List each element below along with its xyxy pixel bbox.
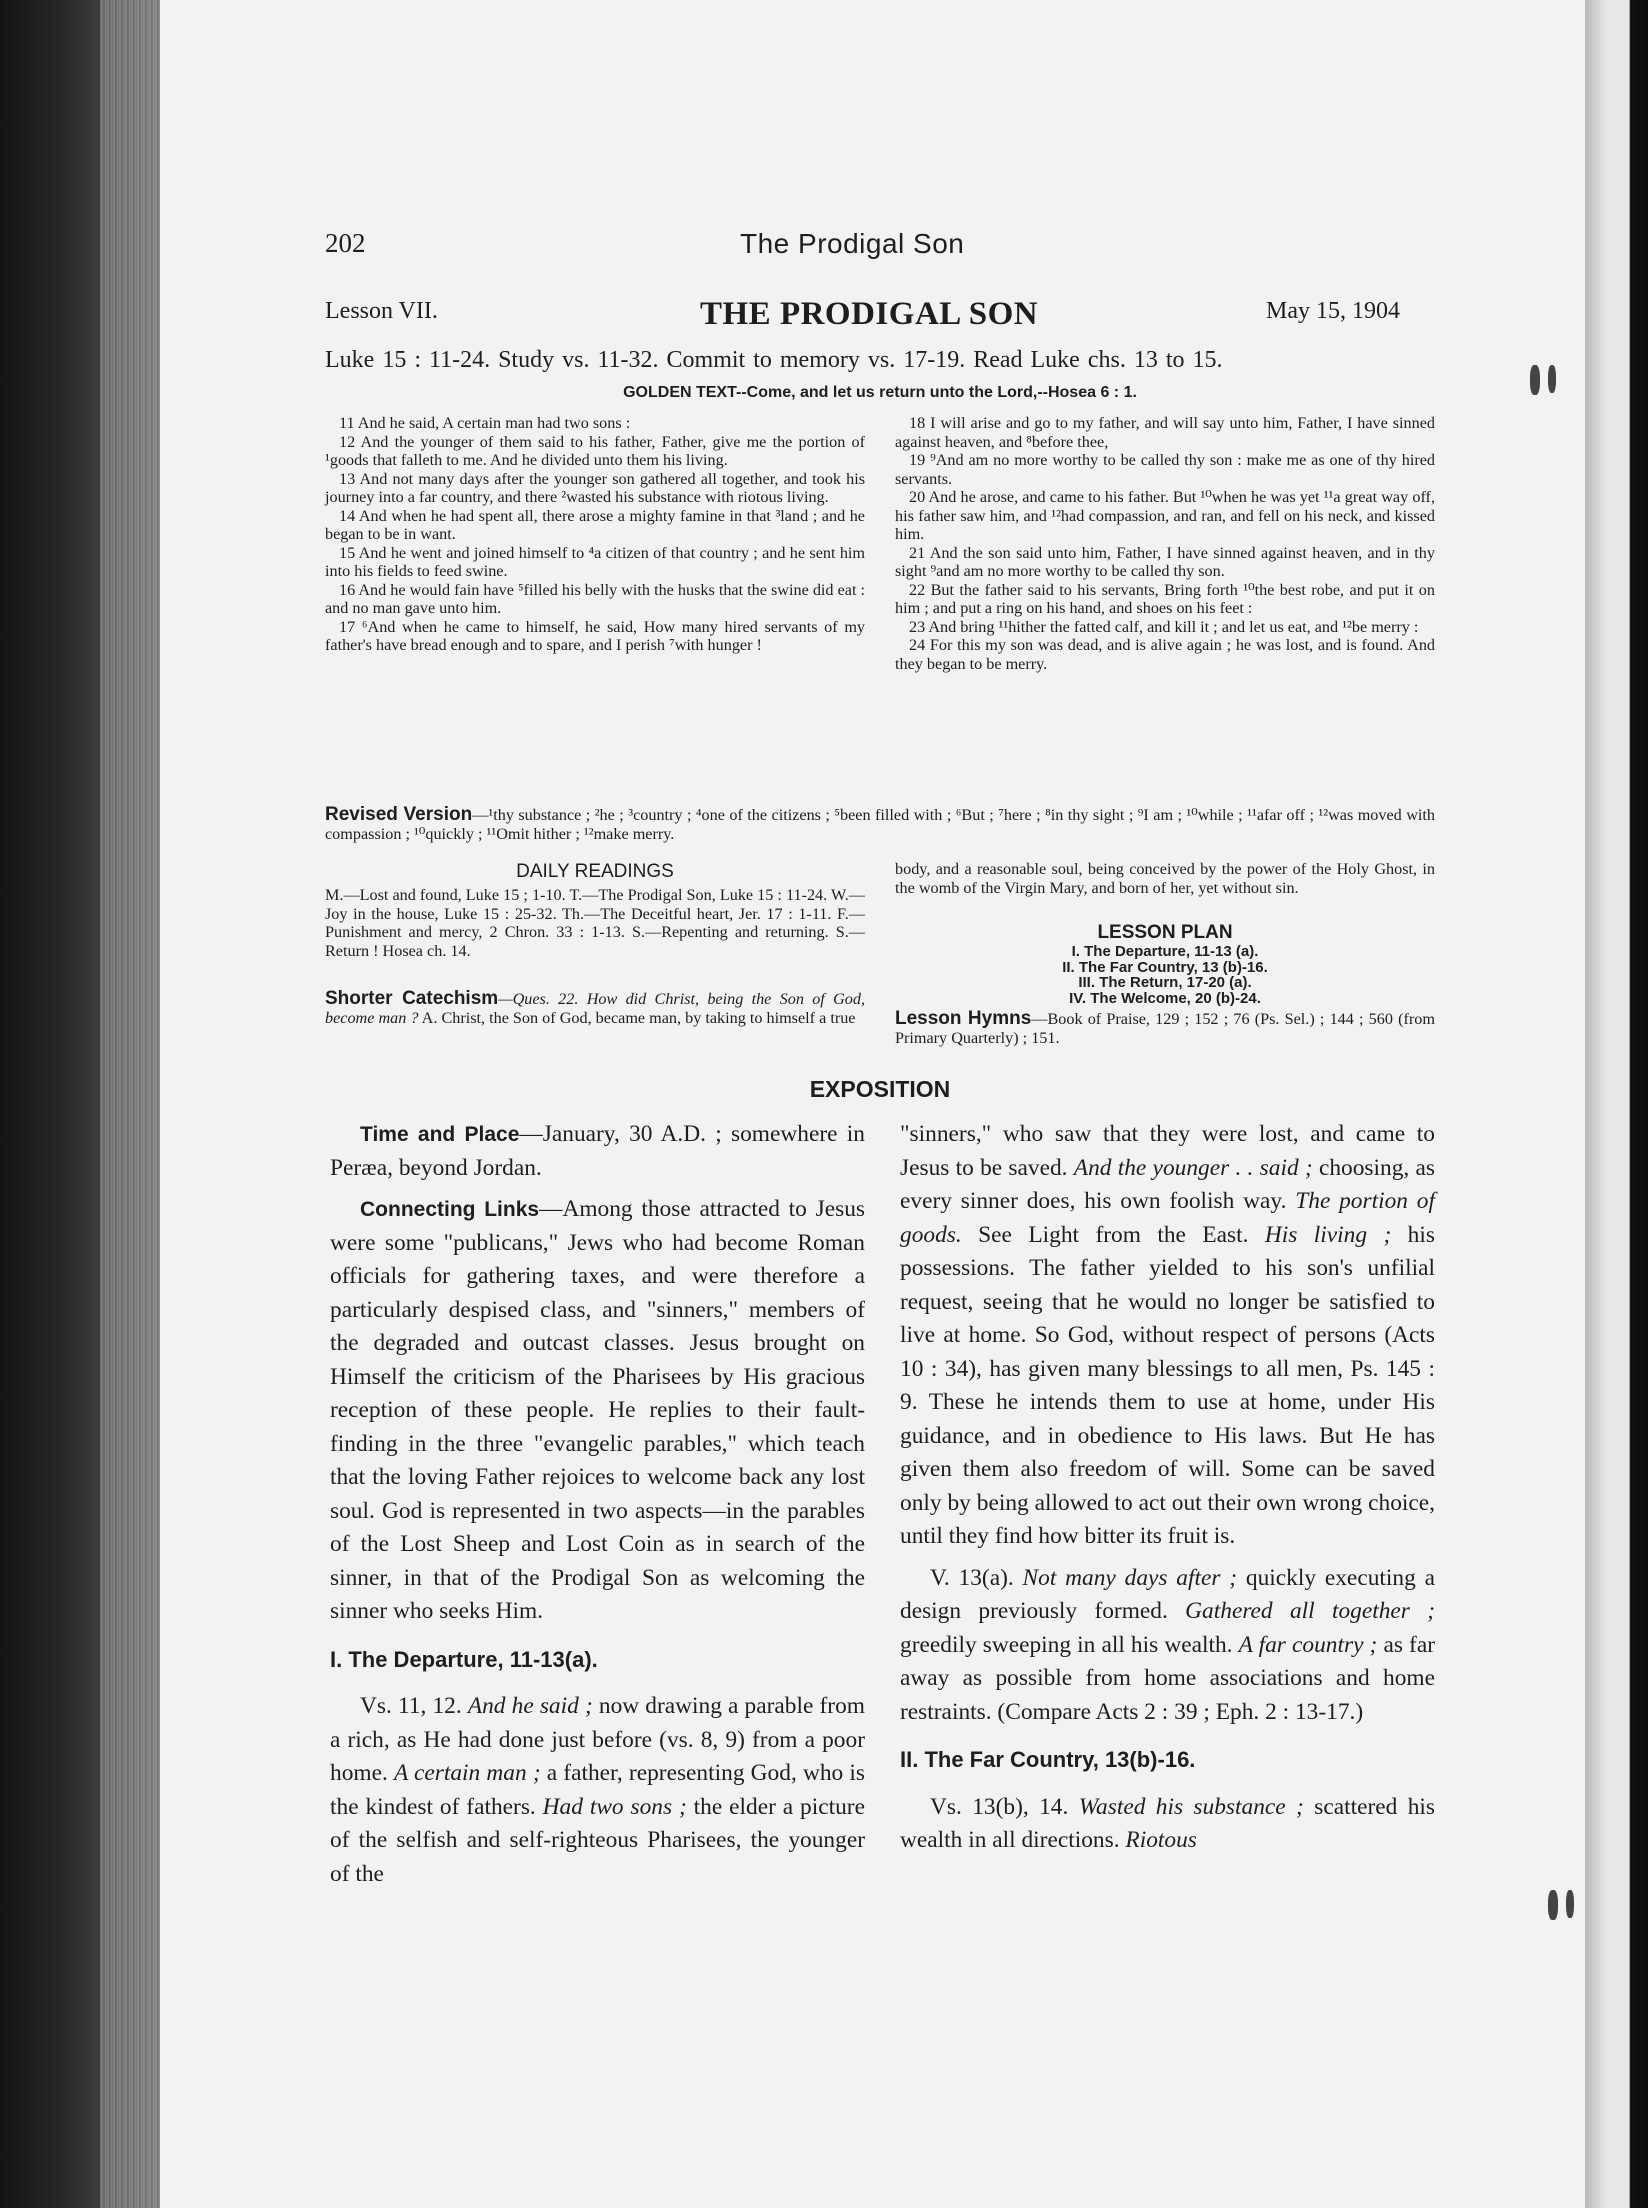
scan-artifact [1548, 1890, 1558, 1920]
lesson-number: Lesson VII. [325, 298, 438, 324]
catechism-answer-continued: body, and a reasonable soul, being conceived by the power of the Holy Ghost, in the womb of the Virgin Mary, and born of her, yet without sin. [895, 860, 1435, 897]
section-heading-far-country: II. The Far Country, 13(b)-16. [900, 1747, 1196, 1772]
catechism-question: How did Christ, being the Son of God, become man ? [325, 990, 865, 1027]
catechism-ques: —Ques. 22. [498, 990, 579, 1008]
page-gutter-shadow [1585, 0, 1648, 2208]
scan-artifact [1548, 365, 1556, 393]
commentary-paragraph: V. 13(a). Not many days after ; quickly executing a design previously formed. Gathered all together ; greedily sweeping in all his wealth. A far country ; as far away as possible from home associations and home restraints. (Compare Acts 2 : 39 ; Eph. 2 : 13-17.) [900, 1564, 1435, 1725]
revised-version-notes [325, 806, 1435, 843]
daily-readings-text: M.—Lost and found, Luke 15 ; 1-10. T.—The Prodigal Son, Luke 15 : 11-24. W.—Joy in the house, Luke 15 : 25-32. Th.—The Deceitful heart, Jer. 17 : 1-11. F.—Punishment and mercy, 2 Chron. 33 : 1-13. S.—Repenting and returning. S.—Return ! Hosea ch. 14. [325, 886, 865, 960]
revised-version-text: —¹thy substance ; ²he ; ³country ; ⁴one of the citizens ; ⁵been filled with ; ⁶But ; ⁷here ; ⁸in thy sight ; ⁹I am ; ¹⁰while ; ¹¹afar off ; ¹²was moved with compassion ; ¹⁰quickly ; ¹¹Omit hither ; ¹²make merry. [325, 806, 1436, 843]
verse: 22 But the father said to his servants, Bring forth ¹⁰the best robe, and put it on him ; and put a ring on his hand, and shoes on his feet : [895, 580, 1435, 617]
lesson-date: May 15, 1904 [1266, 298, 1400, 324]
verse: 23 And bring ¹¹hither the fatted calf, and kill it ; and let us eat, and ¹²be merry : [909, 617, 1419, 636]
scan-artifact [1566, 1890, 1574, 1918]
verse: 16 And he would fain have ⁵filled his belly with the husks that the swine did eat : and no man gave unto him. [325, 580, 865, 617]
exposition-heading: EXPOSITION [809, 1076, 951, 1102]
golden-text: GOLDEN TEXT--Come, and let us return unto the Lord,--Hosea 6 : 1. [623, 384, 1137, 401]
lesson-title: THE PRODIGAL SON [700, 296, 1039, 332]
lesson-hymns-text: —Book of Praise, 129 ; 152 ; 76 (Ps. Sel.) ; 144 ; 560 (from Primary Quarterly) ; 151. [895, 1010, 1435, 1047]
exposition-right-column [900, 1118, 1435, 1866]
scan-artifact [1530, 365, 1540, 395]
commentary-paragraph: Vs. 11, 12. And he said ; now drawing a parable from a rich, as He had done just before (vs. 8, 9) from a poor home. A certain man ; a father, representing God, who is the kindest of fathers. Had two sons ; the elder a picture of the selfish and self-righteous Pharisees, the younger of the [330, 1693, 865, 1887]
commentary-paragraph: "sinners," who saw that they were lost, and came to Jesus to be saved. And the younger . . said ; choosing, as every sinner does, his own foolish way. The portion of goods. See Light from the East. His living ; his possessions. The father yielded to his son's unfilial request, seeing that he would no longer be satisfied to live at home. So God, without respect of persons (Acts 10 : 34), has given many blessings to all men, Ps. 145 : 9. These he intends them to use at home, under His guidance, and in obedience to His laws. But He has given them also freedom of will. Some can be saved only by being allowed to act out their own wrong choice, until they find how bitter its fruit is. [900, 1121, 1436, 1549]
verses-left-column [325, 414, 865, 655]
verses-right-column [895, 414, 1435, 673]
catechism-answer: A. Christ, the Son of God, became man, by taking to himself a true [421, 1008, 856, 1027]
section-heading-departure: I. The Departure, 11-13(a). [330, 1646, 598, 1672]
commentary-paragraph: Vs. 13(b), 14. Wasted his substance ; scattered his wealth in all directions. Riotous [900, 1793, 1435, 1853]
verse: 18 I will arise and go to my father, and will say unto him, Father, I have sinned against heaven, and ⁸before thee, [895, 414, 1435, 451]
running-head: The Prodigal Son [740, 228, 965, 259]
time-and-place-label: Time and Place [360, 1123, 520, 1146]
verse: 12 And the younger of them said to his father, Father, give me the portion of ¹goods that falleth to me. And he divided unto them his living. [325, 432, 865, 469]
daily-readings-heading: DAILY READINGS [516, 861, 674, 882]
verse: 24 For this my son was dead, and is alive again ; he was lost, and is found. And they began to be merry. [895, 636, 1436, 673]
lesson-hymns [895, 1010, 1435, 1047]
revised-version-label: Revised Version [325, 804, 473, 825]
lesson-plan-item: I. The Departure, 11-13 (a). [1071, 943, 1259, 960]
lesson-plan-item: IV. The Welcome, 20 (b)-24. [1069, 989, 1261, 1007]
connecting-links-paragraph: Connecting Links—Among those attracted to Jesus were some "publicans," Jews who had become Roman officials for gathering taxes, and were therefore a particularly despised class, and "sinners," members of the degraded and outcast classes. Jesus brought on Himself the criticism of the Pharisees by His gracious reception of these people. He replies to their fault-finding in the three "evangelic parables," which teach that the loving Father rejoices to welcome back any lost soul. God is represented in two aspects—in the parables of the Lost Sheep and Lost Coin as in search of the sinner, in that of the Prodigal Son as welcoming the sinner who seeks Him. [330, 1196, 865, 1624]
lesson-plan [895, 944, 1435, 1006]
lesson-plan-heading: LESSON PLAN [1097, 922, 1233, 943]
scripture-reference-line: Luke 15 : 11-24. Study vs. 11-32. Commit to memory vs. 17-19. Read Luke chs. 13 to 15. [325, 347, 1223, 373]
verse: 19 ⁹And am no more worthy to be called thy son : make me as one of thy hired servants. [895, 451, 1436, 488]
verse: 13 And not many days after the younger son gathered all together, and took his journey into a far country, and there ²wasted his substance with riotous living. [325, 469, 865, 506]
verse: 17 ⁶And when he came to himself, he said, How many hired servants of my father's have bread enough and to spare, and I perish ⁷with hunger ! [325, 617, 866, 654]
verse: 14 And when he had spent all, there arose a mighty famine in that ³land ; and he began to be in want. [325, 506, 865, 543]
lesson-hymns-label: Lesson Hymns [895, 1008, 1032, 1029]
catechism-label: Shorter Catechism [325, 988, 499, 1009]
verse: 11 And he said, A certain man had two sons : [339, 414, 631, 432]
shorter-catechism [325, 990, 865, 1027]
lesson-plan-item: II. The Far Country, 13 (b)-16. [1062, 958, 1268, 976]
lesson-plan-item: III. The Return, 17-20 (a). [1078, 974, 1252, 991]
connecting-links-label: Connecting Links [360, 1198, 540, 1221]
verse: 20 And he arose, and came to his father. But ¹⁰when he was yet ¹¹a great way off, his father saw him, and ¹²had compassion, and ran, and fell on his neck, and kissed him. [895, 488, 1435, 543]
time-and-place-paragraph: Time and Place—January, 30 A.D. ; somewhere in Peræa, beyond Jordan. [330, 1121, 865, 1181]
verse: 15 And he went and joined himself to ⁴a citizen of that country ; and he sent him into his fields to feed swine. [325, 543, 865, 580]
page-number: 202 [325, 228, 366, 258]
verse: 21 And the son said unto him, Father, I have sinned against heaven, and in thy sight ⁹and am no more worthy to be called thy son. [895, 543, 1435, 580]
exposition-left-column [330, 1118, 865, 1899]
